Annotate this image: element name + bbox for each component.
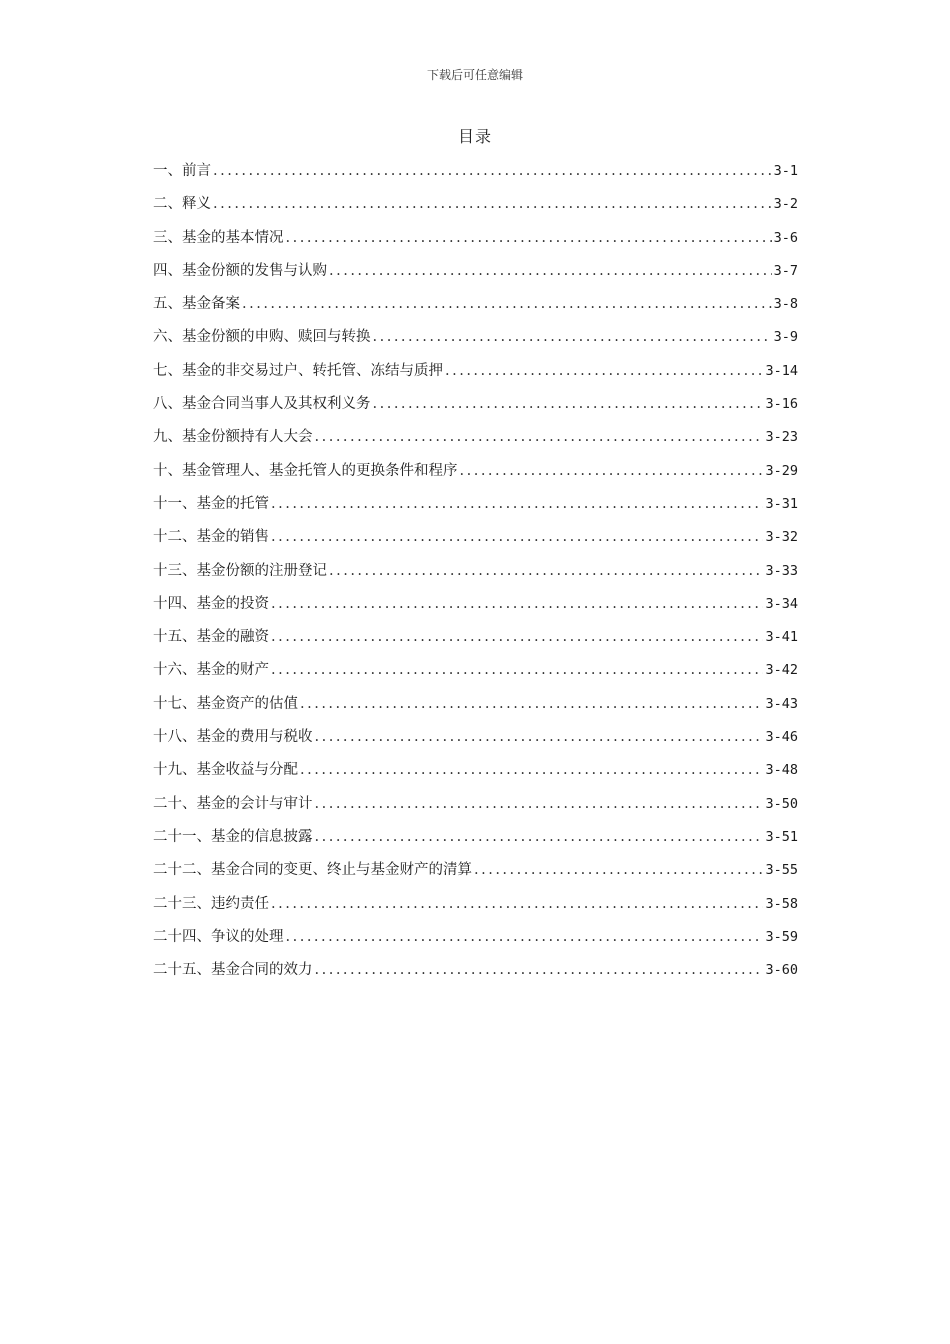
toc-entry[interactable]	[153, 621, 798, 654]
dot-leader	[271, 654, 763, 687]
dot-leader	[445, 355, 763, 388]
dot-leader	[271, 588, 763, 621]
toc-entry-title: 一、前言	[153, 163, 211, 179]
toc-entry-page: 3-31	[765, 495, 798, 512]
dot-leader	[213, 188, 772, 221]
toc-entry-title: 二十二、基金合同的变更、终止与基金财产的清算	[153, 862, 472, 879]
toc-entry[interactable]	[153, 688, 798, 721]
toc-entry-page: 3-29	[765, 462, 798, 479]
toc-entry[interactable]	[153, 888, 798, 921]
dot-leader	[315, 721, 764, 754]
toc-entry-page: 3-7	[773, 262, 798, 279]
toc-entry[interactable]	[153, 921, 798, 954]
toc-entry-title: 三、基金的基本情况	[153, 229, 284, 246]
toc-entry[interactable]	[153, 555, 798, 588]
toc-entry-title: 四、基金份额的发售与认购	[153, 262, 327, 279]
toc-entry-title: 二十一、基金的信息披露	[153, 828, 313, 845]
toc-entry-title: 七、基金的非交易过户、转托管、冻结与质押	[153, 362, 443, 379]
toc-entry-title: 十、基金管理人、基金托管人的更换条件和程序	[153, 462, 458, 479]
toc-entry-page: 3-23	[765, 429, 798, 446]
toc-entry[interactable]	[153, 188, 798, 221]
toc-entry[interactable]	[153, 388, 798, 421]
dot-leader	[329, 255, 772, 288]
toc-entry-title: 二、释义	[153, 196, 211, 213]
dot-leader	[474, 854, 763, 887]
toc-entry-title: 六、基金份额的申购、赎回与转换	[153, 329, 371, 346]
dot-leader	[315, 421, 764, 454]
toc-entry[interactable]	[153, 721, 798, 754]
table-of-contents	[153, 155, 798, 987]
dot-leader	[286, 222, 772, 255]
toc-entry-title: 十二、基金的销售	[153, 529, 269, 546]
toc-entry[interactable]	[153, 222, 798, 255]
toc-entry-title: 十八、基金的费用与税收	[153, 729, 313, 746]
toc-entry-page: 3-46	[765, 729, 798, 746]
toc-entry[interactable]	[153, 521, 798, 554]
toc-entry-page: 3-2	[773, 196, 798, 213]
toc-entry-page: 3-14	[765, 362, 798, 379]
toc-entry-page: 3-32	[765, 529, 798, 546]
toc-entry-title: 二十四、争议的处理	[153, 928, 284, 945]
dot-leader	[373, 321, 772, 354]
toc-entry-page: 3-8	[773, 296, 798, 313]
dot-leader	[271, 521, 763, 554]
toc-entry[interactable]	[153, 954, 798, 987]
toc-entry-page: 3-50	[765, 795, 798, 812]
header-note: 下载后可任意编辑	[426, 68, 523, 82]
toc-entry[interactable]	[153, 588, 798, 621]
toc-entry[interactable]	[153, 155, 798, 188]
dot-leader	[300, 754, 763, 787]
toc-entry-title: 十四、基金的投资	[153, 595, 269, 612]
toc-entry[interactable]	[153, 754, 798, 787]
dot-leader	[329, 555, 763, 588]
toc-entry-title: 十六、基金的财产	[153, 662, 269, 679]
toc-entry[interactable]	[153, 654, 798, 687]
toc-entry-page: 3-58	[765, 895, 798, 912]
toc-entry-title: 十九、基金收益与分配	[153, 762, 298, 779]
toc-entry-page: 3-51	[765, 828, 798, 845]
toc-entry-page: 3-41	[765, 629, 798, 646]
toc-entry-page: 3-9	[773, 329, 798, 346]
toc-entry[interactable]	[153, 255, 798, 288]
toc-entry-page: 3-43	[765, 695, 798, 712]
toc-entry-page: 3-6	[773, 229, 798, 246]
toc-entry-title: 九、基金份额持有人大会	[153, 429, 313, 446]
dot-leader	[271, 888, 763, 921]
toc-entry-title: 二十三、违约责任	[153, 895, 269, 912]
dot-leader	[373, 388, 764, 421]
toc-entry[interactable]	[153, 821, 798, 854]
toc-entry-page: 3-33	[765, 562, 798, 579]
toc-entry-title: 八、基金合同当事人及其权利义务	[153, 396, 371, 413]
toc-entry[interactable]	[153, 854, 798, 887]
toc-entry-page: 3-1	[773, 163, 798, 179]
toc-title: 目录	[457, 127, 492, 146]
dot-leader	[300, 688, 763, 721]
dot-leader	[286, 921, 764, 954]
toc-entry-title: 二十、基金的会计与审计	[153, 795, 313, 812]
toc-entry[interactable]	[153, 455, 798, 488]
dot-leader	[213, 155, 772, 188]
dot-leader	[315, 821, 764, 854]
dot-leader	[271, 621, 763, 654]
toc-entry-title: 五、基金备案	[153, 296, 240, 313]
toc-entry-title: 十七、基金资产的估值	[153, 695, 298, 712]
dot-leader	[315, 788, 764, 821]
toc-entry-title: 二十五、基金合同的效力	[153, 962, 313, 979]
toc-entry-title: 十五、基金的融资	[153, 629, 269, 646]
toc-entry[interactable]	[153, 355, 798, 388]
toc-entry-title: 十三、基金份额的注册登记	[153, 562, 327, 579]
toc-entry-page: 3-60	[765, 962, 798, 979]
toc-entry[interactable]	[153, 788, 798, 821]
toc-entry-page: 3-16	[765, 396, 798, 413]
dot-leader	[460, 455, 764, 488]
toc-entry[interactable]	[153, 421, 798, 454]
toc-entry-page: 3-42	[765, 662, 798, 679]
dot-leader	[315, 954, 764, 987]
toc-entry-title: 十一、基金的托管	[153, 495, 269, 512]
toc-entry[interactable]	[153, 488, 798, 521]
toc-entry[interactable]	[153, 288, 798, 321]
toc-entry-page: 3-34	[765, 595, 798, 612]
dot-leader	[242, 288, 772, 321]
toc-entry-page: 3-55	[765, 862, 798, 879]
toc-entry[interactable]	[153, 321, 798, 354]
dot-leader	[271, 488, 763, 521]
toc-entry-page: 3-59	[765, 928, 798, 945]
toc-entry-page: 3-48	[765, 762, 798, 779]
